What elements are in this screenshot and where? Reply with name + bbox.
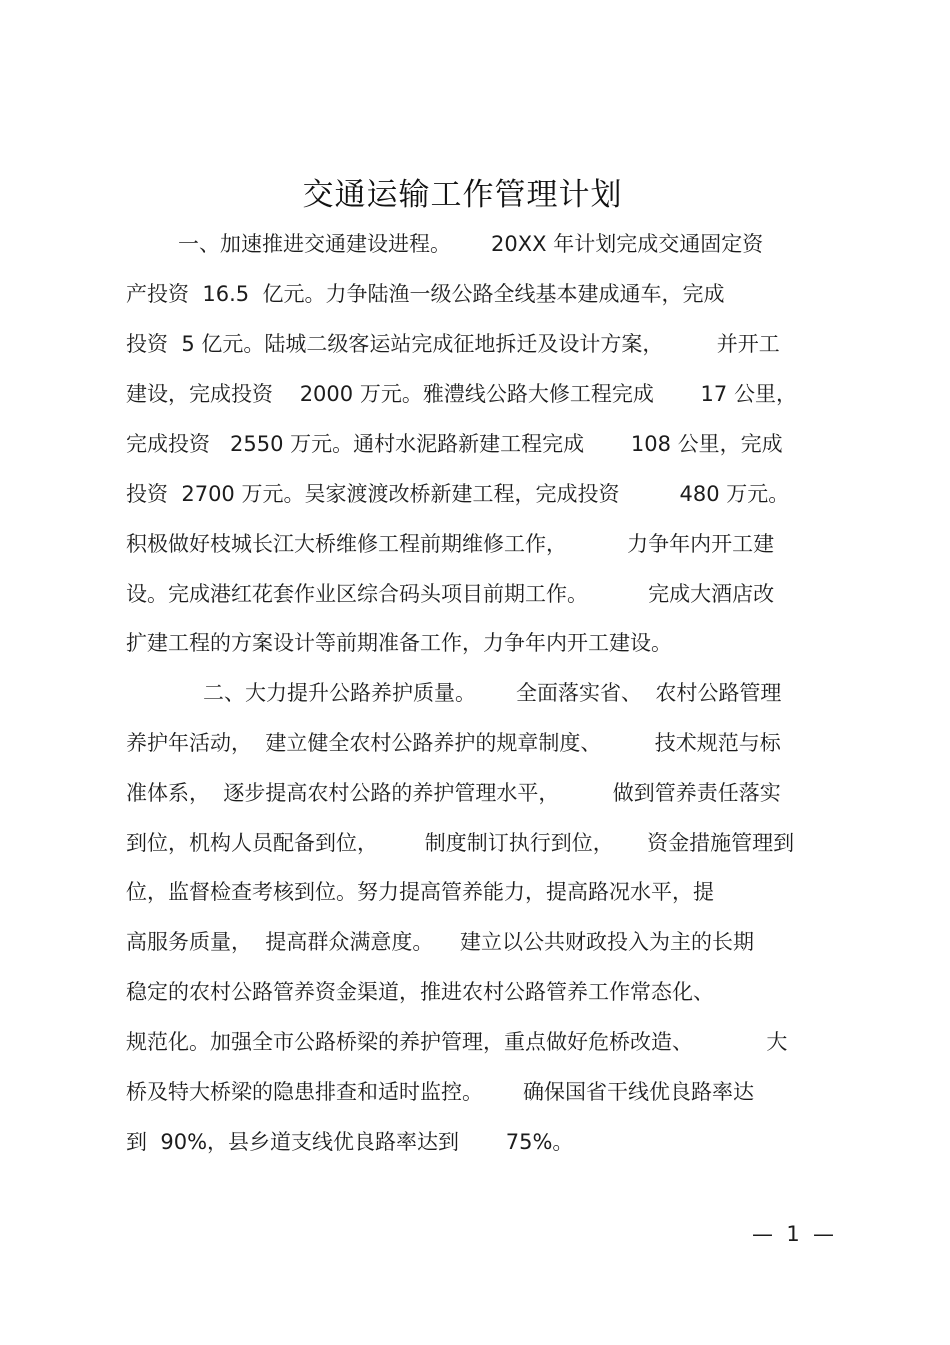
body-line-12: 准体系， 逐步提高农村公路的养护管理水平， 做到管养责任落实 (126, 781, 781, 805)
body-line-9: 扩建工程的方案设计等前期准备工作，力争年内开工建设。 (126, 631, 672, 655)
body-line-8: 设。完成港红花套作业区综合码头项目前期工作。 完成大酒店改 (126, 582, 775, 606)
body-line-2: 产投资 16.5 亿元。力争陆渔一级公路全线基本建成通车，完成 (126, 282, 725, 306)
body-line-16: 稳定的农村公路管养资金渠道，推进农村公路管养工作常态化、 (126, 980, 714, 1004)
body-line-5: 完成投资 2550 万元。通村水泥路新建工程完成 108 公里，完成 (126, 432, 783, 456)
body-line-6: 投资 2700 万元。吴家渡渡改桥新建工程，完成投资 480 万元。 (126, 482, 790, 506)
body-line-10: 二、大力提升公路养护质量。 全面落实省、 农村公路管理 (203, 681, 782, 705)
body-line-18: 桥及特大桥梁的隐患排查和适时监控。 确保国省干线优良路率达 (126, 1080, 755, 1104)
body-line-11: 养护年活动， 建立健全农村公路养护的规章制度、 技术规范与标 (126, 731, 781, 755)
body-line-1: 一、加速推进交通建设进程。 20XX 年计划完成交通固定资 (178, 232, 764, 256)
body-line-17: 规范化。加强全市公路桥梁的养护管理，重点做好危桥改造、 大 (126, 1030, 788, 1054)
document-title: 交通运输工作管理计划 (302, 177, 623, 213)
body-line-14: 位，监督检查考核到位。努力提高管养能力，提高路况水平，提 (126, 880, 714, 904)
body-line-13: 到位，机构人员配备到位， 制度制订执行到位， 资金措施管理到 (126, 831, 795, 855)
body-line-4: 建设，完成投资 2000 万元。雅澧线公路大修工程完成 17 公里， (126, 382, 797, 406)
body-line-19: 到 90%，县乡道支线优良路率达到 75%。 (126, 1130, 574, 1154)
body-line-7: 积极做好枝城长江大桥维修工程前期维修工作， 力争年内开工建 (126, 532, 775, 556)
body-line-15: 高服务质量， 提高群众满意度。 建立以公共财政投入为主的长期 (126, 930, 755, 954)
page-number: — 1 — (752, 1222, 835, 1246)
body-line-3: 投资 5 亿元。陆城二级客运站完成征地拆迁及设计方案， 并开工 (126, 332, 780, 356)
